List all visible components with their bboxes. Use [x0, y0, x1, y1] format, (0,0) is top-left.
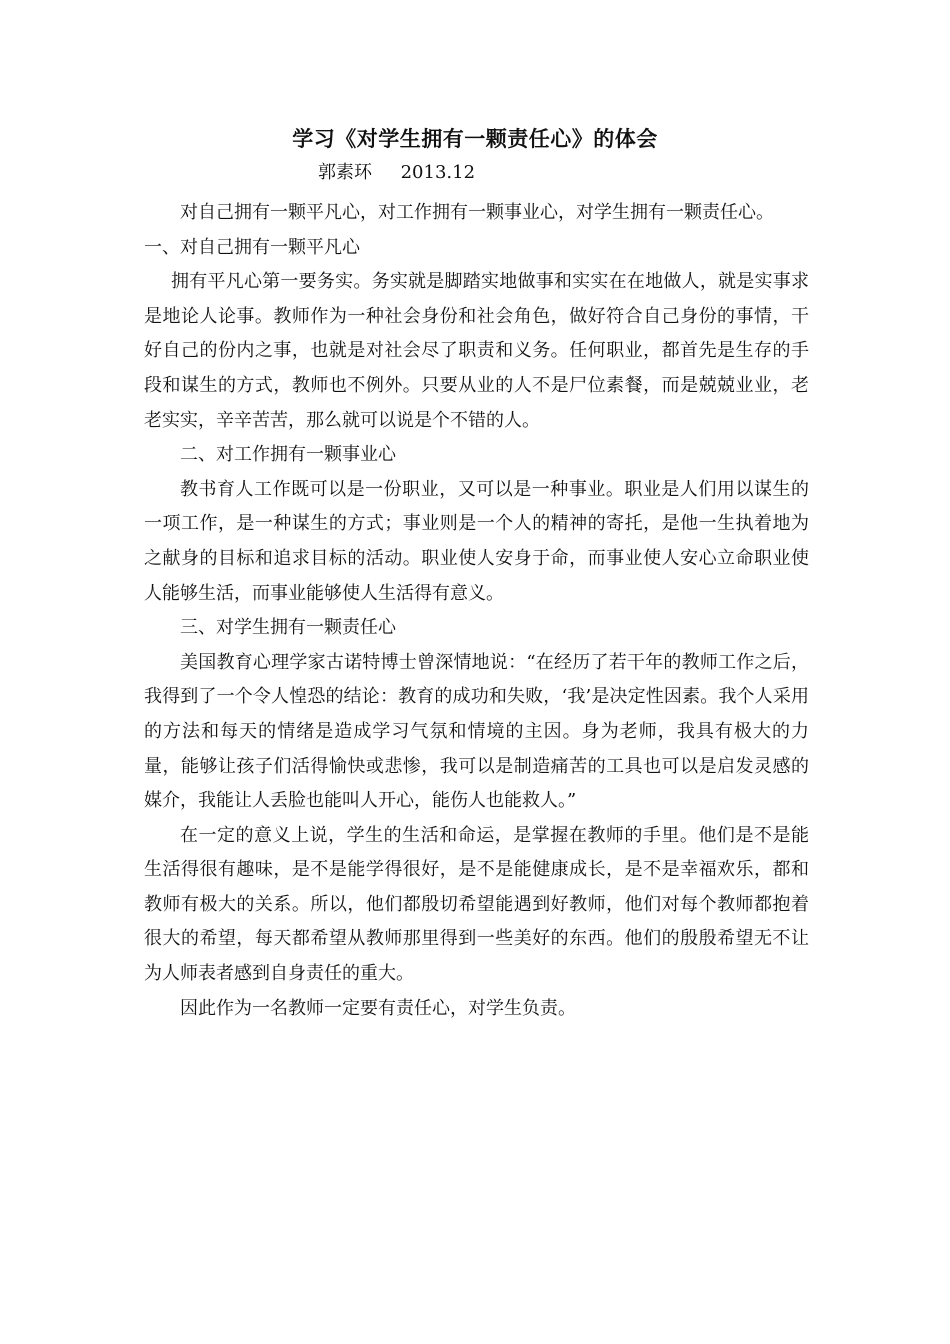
document-title: 学习《对学生拥有一颗责任心》的体会 — [292, 126, 658, 151]
section-heading-1: 一、对自己拥有一颗平凡心 — [144, 236, 360, 258]
section-heading-3: 三、对学生拥有一颗责任心 — [180, 617, 396, 639]
document-date: 2013.12 — [400, 162, 476, 183]
author-name: 郭素环 — [318, 162, 372, 183]
section-1-paragraph: 拥有平凡心第一要务实。务实就是脚踏实地做事和实实在在地做人，就是实事求是地论人论事。教师作为一种社会身份和社会角色，做好符合自己身份的事情，干好自己的份内之事，也就是对社会尽了职责和义务。任何职业，都首先是生存的手段和谋生的方式，教师也不例外。只要从业的人不是尸位素餐，而是兢兢业业，老老实实，辛辛苦苦，那么就可以说是个不错的人。 — [144, 271, 809, 431]
section-heading-2: 二、对工作拥有一颗事业心 — [180, 444, 396, 466]
byline — [318, 160, 475, 186]
section-2-paragraph: 教书育人工作既可以是一份职业，又可以是一种事业。职业是人们用以谋生的一项工作，是一种谋生的方式；事业则是一个人的精神的寄托，是他一生执着地为之献身的目标和追求目标的活动。职业使人安身于命，而事业使人安心立命职业使人能够生活，而事业能够使人生活得有意义。 — [144, 478, 809, 604]
section-3-quote-paragraph: 美国教育心理学家古诺特博士曾深情地说：“在经历了若干年的教师工作之后，我得到了一个令人惶恐的结论：教育的成功和失败，‘我’是决定性因素。我个人采用的方法和每天的情绪是造成学习气氛和情境的主因。身为老师，我具有极大的力量，能够让孩子们活得愉快或悲惨，我可以是制造痛苦的工具也可以是启发灵感的媒介，我能让人丢脸也能叫人开心，能伤人也能救人。” — [144, 651, 809, 812]
document-body — [144, 196, 809, 1026]
intro-paragraph: 对自己拥有一颗平凡心，对工作拥有一颗事业心，对学生拥有一颗责任心。 — [180, 202, 774, 223]
conclusion-paragraph: 因此作为一名教师一定要有责任心，对学生负责。 — [180, 997, 576, 1019]
section-3-paragraph: 在一定的意义上说，学生的生活和命运，是掌握在教师的手里。他们是不是能生活得很有趣味，是不是能学得很好，是不是能健康成长，是不是幸福欢乐，都和教师有极大的关系。所以，他们都殷切希望能遇到好教师，他们对每个教师都抱着很大的希望，每天都希望从教师那里得到一些美好的东西。他们的殷殷希望无不让为人师表者感到自身责任的重大。 — [144, 824, 809, 985]
